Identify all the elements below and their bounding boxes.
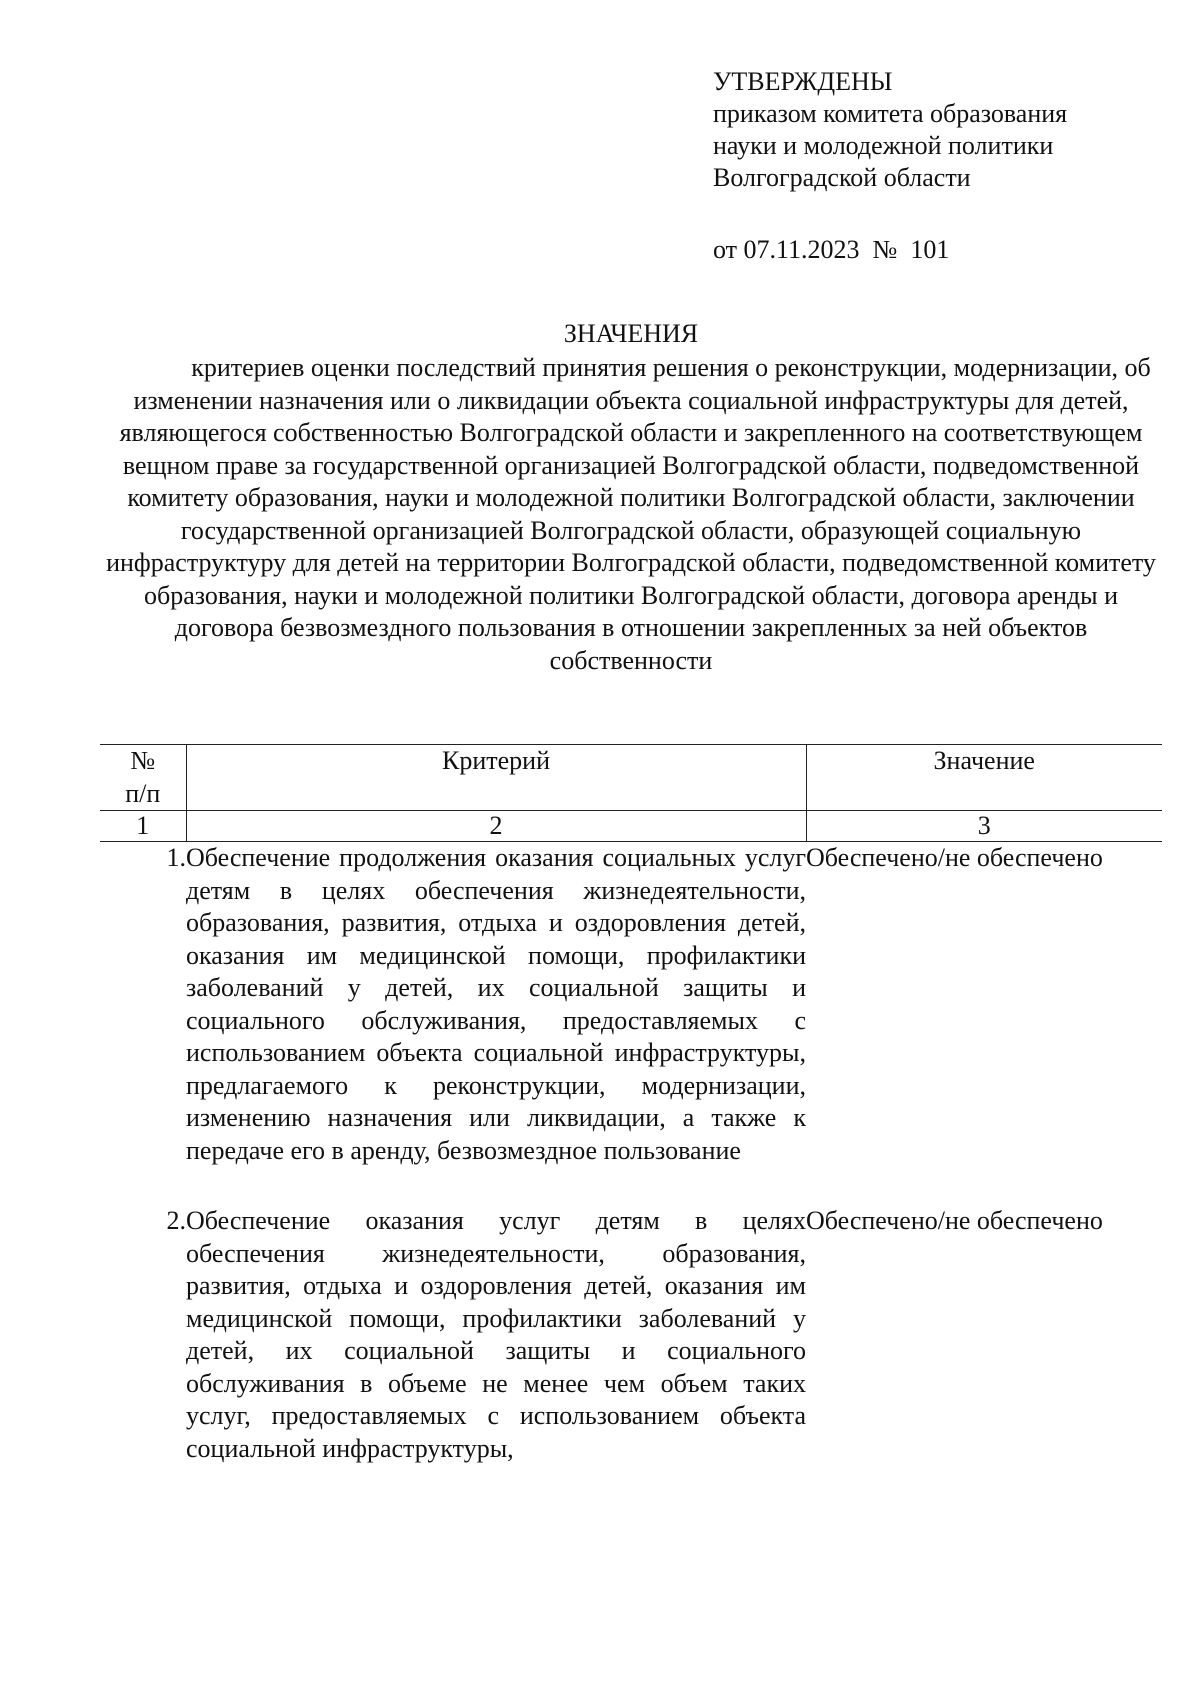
header-number-abbrev: п/п (125, 778, 161, 808)
criteria-table (100, 744, 1162, 1465)
spacer-cell (806, 1167, 1162, 1205)
table-header-row (100, 745, 1162, 811)
approval-region-line: Волгоградской области (713, 163, 971, 192)
column-number-1: 1 (100, 811, 186, 842)
row-criterion: Обеспечение оказания услуг детям в целях обеспечения жизнедеятельности, образования, развития, отдыха и оздоровления детей, оказания им медицинской помощи, профилактики заболеваний у детей, их социальной защиты и социального обслуживания в объеме не менее чем объем таких услуг, предоставляемых с использованием объекта социальной инфраструктуры, (186, 1206, 806, 1463)
document-subtitle: критериев оценки последствий принятия решения о реконструкции, модернизации, об изменении назначения или о ликвидации объекта социальной инфраструктуры для детей, являющегося собственностью Волгоградской области и закрепленного на соответствующем вещном праве за государственной организацией Волгоградской области, подведомственной комитету образования, науки и молодежной политики Волгоградской области, заключении государственной организацией Волгоградской области, образующей социальную инфраструктуру для детей на территории Волгоградской области, подведомственной комитету образования, науки и молодежной политики Волгоградской области, договора аренды и договора безвозмездного пользования в отношении закрепленных за ней объектов собственности (106, 353, 1156, 675)
approval-order-line: приказом комитета образования (713, 99, 1068, 128)
header-number (100, 745, 186, 811)
column-number-3: 3 (806, 811, 1162, 842)
row-spacer (100, 1167, 1162, 1205)
order-date-number: от 07.11.2023 № 101 (713, 235, 950, 264)
header-value: Значение (806, 745, 1162, 811)
header-number-symbol: № (130, 746, 156, 775)
approval-committee-line: науки и молодежной политики (713, 131, 1054, 160)
row-number: 2. (166, 1206, 186, 1235)
document-title: ЗНАЧЕНИЯ (563, 319, 699, 348)
approval-block (713, 66, 1067, 194)
row-value: Обеспечено/не обеспечено (806, 843, 1103, 872)
table-row (100, 842, 1162, 1168)
approval-heading: УТВЕРЖДЕНЫ (713, 67, 893, 96)
table-row (100, 1205, 1162, 1465)
spacer-cell (186, 1167, 806, 1205)
row-criterion: Обеспечение продолжения оказания социальных услуг детям в целях обеспечения жизнедеятельности, образования, развития, отдыха и оздоровления детей, оказания им медицинской помощи, профилактики заболеваний у детей, их социальной защиты и социального обслуживания, предоставляемых с использованием объекта социальной инфраструктуры, предлагаемого к реконструкции, модернизации, изменению назначения или ликвидации, а также к передаче его в аренду, безвозмездное пользование (186, 843, 806, 1165)
spacer-cell (100, 1167, 186, 1205)
header-criterion: Критерий (186, 745, 806, 811)
column-number-row (100, 811, 1162, 842)
column-number-2: 2 (186, 811, 806, 842)
row-number: 1. (166, 843, 186, 872)
row-value: Обеспечено/не обеспечено (806, 1206, 1103, 1235)
